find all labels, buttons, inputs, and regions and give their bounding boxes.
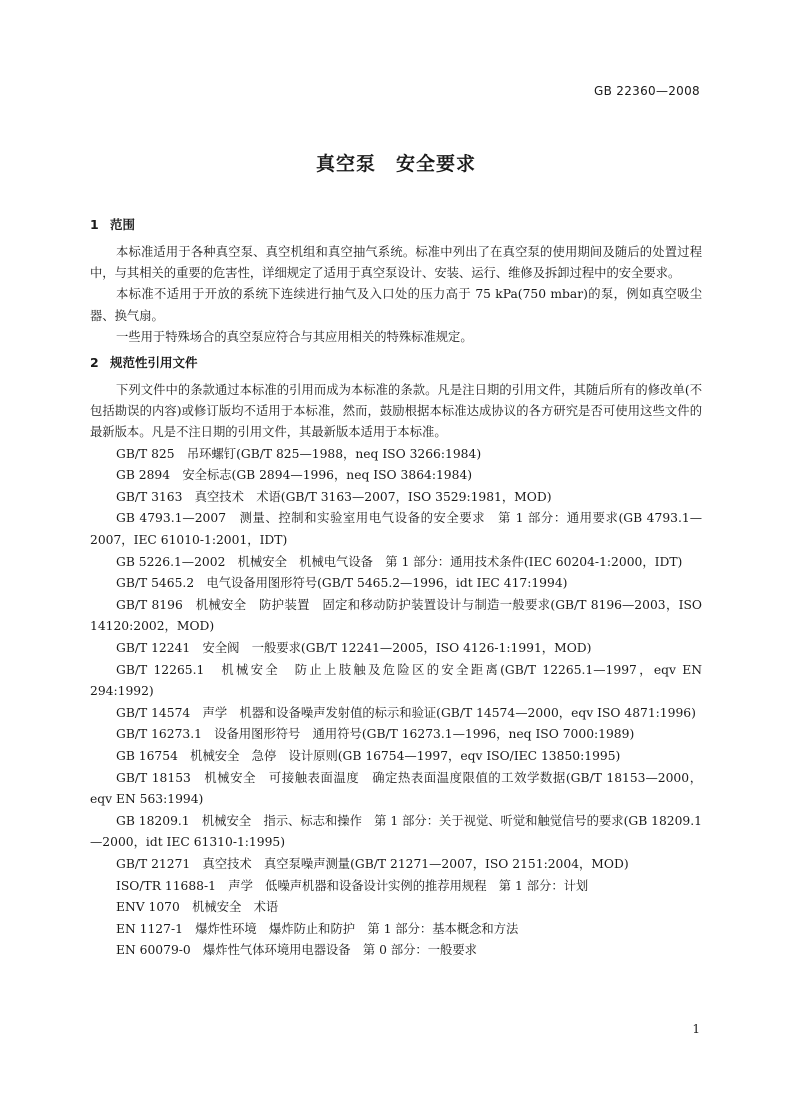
section-normative-references [90,353,702,962]
paragraph: 一些用于特殊场合的真空泵应符合与其应用相关的特殊标准规定。 [116,329,473,344]
reference-item: GB 4793.1—2007 测量、控制和实验室用电气设备的安全要求 第 1 部分：通用要求(GB 4793.1—2007，IEC 61010-1:2001，IDT) [90,511,702,547]
reference-item: GB/T 16273.1 设备用图形符号 通用符号(GB/T 16273.1—1996，neq ISO 7000:1989) [116,727,635,742]
reference-item: GB/T 825 吊环螺钉(GB/T 825—1988，neq ISO 3266:1984) [116,446,482,461]
paragraph: 本标准适用于各种真空泵、真空机组和真空抽气系统。标准中列出了在真空泵的使用期间及随后的处置过程中，与其相关的重要的危害性，详细规定了适用于真空泵设计、安装、运行、维修及拆卸过程中的安全要求。 [90,245,702,281]
section-number: 1 [90,217,99,232]
page-number: 1 [692,1022,700,1036]
reference-item: GB/T 12241 安全阀 一般要求(GB/T 12241—2005，ISO 4126-1:1991，MOD) [116,640,592,655]
reference-item: EN 60079-0 爆炸性气体环境用电器设备 第 0 部分：一般要求 [116,943,477,958]
reference-item: ISO/TR 11688-1 声学 低噪声机器和设备设计实例的推荐用规程 第 1 部分：计划 [116,878,589,893]
section-title: 规范性引用文件 [110,355,198,371]
paragraph: 下列文件中的条款通过本标准的引用而成为本标准的条款。凡是注日期的引用文件，其随后所有的修改单(不包括勘误的内容)或修订版均不适用于本标准，然而，鼓励根据本标准达成协议的各方研究是否可使用这些文件的最新版本。凡是不注日期的引用文件，其最新版本适用于本标准。 [90,383,702,440]
reference-item: GB 5226.1—2002 机械安全 机械电气设备 第 1 部分：通用技术条件(IEC 60204-1:2000，IDT) [116,554,683,569]
document-body [90,215,702,962]
reference-item: GB 18209.1 机械安全 指示、标志和操作 第 1 部分：关于视觉、听觉和触觉信号的要求(GB 18209.1—2000，idt IEC 61310-1:1995) [90,813,702,850]
reference-item: GB/T 18153 机械安全 可接触表面温度 确定热表面温度限值的工效学数据(GB/T 18153—2000，eqv EN 563:1994) [90,770,702,807]
reference-item: GB/T 21271 真空技术 真空泵噪声测量(GB/T 21271—2007，ISO 2151:2004，MOD) [116,856,629,871]
section-heading [90,353,702,373]
standard-code: GB 22360—2008 [594,84,700,98]
reference-item: GB/T 8196 机械安全 防护装置 固定和移动防护装置设计与制造一般要求(GB/T 8196—2003，ISO 14120:2002，MOD) [90,597,702,634]
reference-item: GB/T 5465.2 电气设备用图形符号(GB/T 5465.2—1996，idt IEC 417:1994) [116,576,568,591]
reference-item: GB/T 14574 声学 机器和设备噪声发射值的标示和验证(GB/T 14574—2000，eqv ISO 4871:1996) [116,705,696,720]
section-scope [90,215,702,348]
reference-item: GB/T 3163 真空技术 术语(GB/T 3163—2007，ISO 3529:1981，MOD) [116,489,552,504]
paragraph: 本标准不适用于开放的系统下连续进行抽气及入口处的压力高于 75 kPa(750 mbar)的泵，例如真空吸尘器、换气扇。 [90,287,702,323]
section-title: 范围 [110,217,136,232]
document-title: 真空泵 安全要求 [315,153,476,175]
reference-item: GB 2894 安全标志(GB 2894—1996，neq ISO 3864:1984) [116,468,473,483]
reference-item: ENV 1070 机械安全 术语 [116,900,279,915]
reference-list [90,444,702,962]
reference-item: EN 1127-1 爆炸性环境 爆炸防止和防护 第 1 部分：基本概念和方法 [116,921,519,936]
reference-item: GB/T 12265.1 机械安全 防止上肢触及危险区的安全距离(GB/T 12265.1—1997，eqv EN 294:1992) [90,662,702,699]
section-number: 2 [90,355,99,371]
section-heading [90,215,702,235]
reference-item: GB 16754 机械安全 急停 设计原则(GB 16754—1997，eqv ISO/IEC 13850:1995) [116,748,621,763]
